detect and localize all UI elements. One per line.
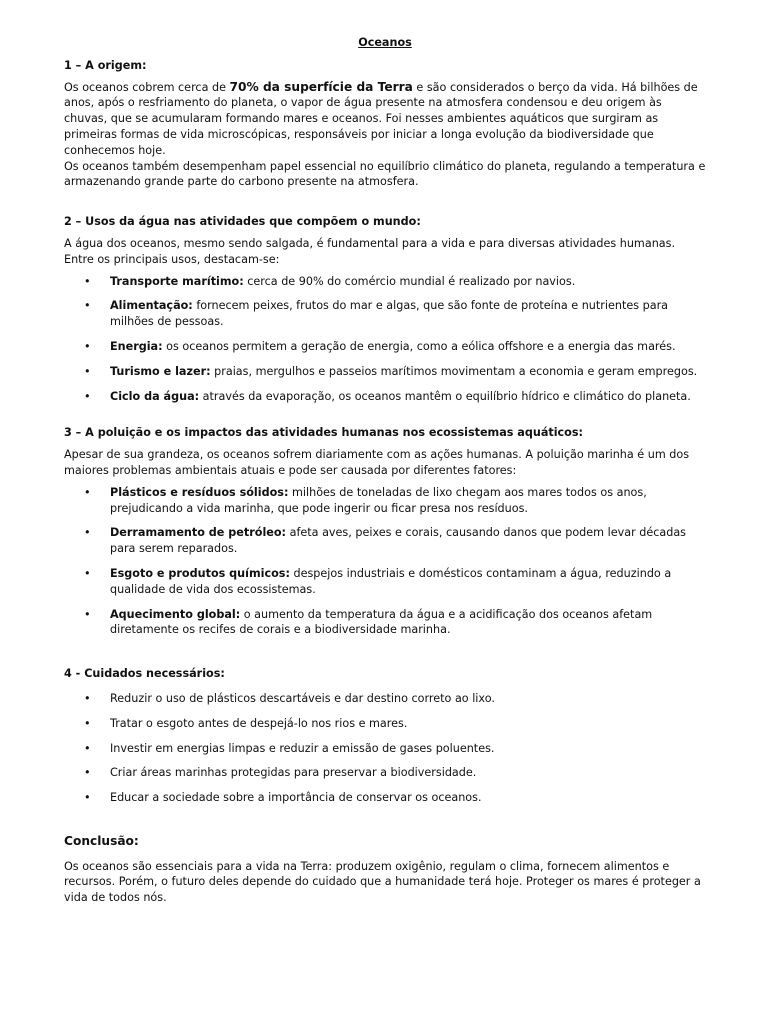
section-2-heading: 2 – Usos da água nas atividades que compõem o mundo:: [64, 215, 421, 229]
item-text: milhões de toneladas de lixo chegam aos mares todos os anos, prejudicando a vida marinha, que pode ingerir ou ficar presa nos resíduos.: [110, 485, 647, 515]
list-item: [64, 607, 706, 639]
section-1-paragraph-2: Os oceanos também desempenham papel essencial no equilíbrio climático do planeta, regulando a temperatura e armazenando grande parte do carbono presente na atmosfera.: [64, 159, 706, 189]
bullet-icon: •: [84, 566, 91, 580]
item-text: Educar a sociedade sobre a importância de conservar os oceanos.: [110, 791, 482, 805]
item-text: fornecem peixes, frutos do mar e algas, que são fonte de proteína e nutrientes para milhões de pessoas.: [110, 299, 669, 329]
list-item: [64, 364, 706, 380]
item-label: Energia:: [110, 339, 163, 353]
conclusion-heading: Conclusão:: [64, 833, 139, 848]
document-body: [64, 35, 706, 906]
section-1-paragraph: [64, 80, 706, 159]
item-label: Alimentação:: [110, 299, 193, 313]
list-item: [64, 741, 706, 757]
item-label: Ciclo da água:: [110, 389, 200, 403]
document-title: Oceanos: [358, 36, 412, 49]
item-label: Turismo e lazer:: [110, 364, 211, 378]
bullet-icon: •: [84, 526, 91, 540]
list-item: [64, 566, 706, 598]
bullet-icon: •: [84, 299, 91, 313]
item-label: Plásticos e resíduos sólidos:: [110, 485, 289, 499]
bullet-icon: •: [84, 364, 91, 378]
list-item: [64, 274, 706, 290]
item-label: Esgoto e produtos químicos:: [110, 566, 290, 580]
item-text: Tratar o esgoto antes de despejá-lo nos rios e mares.: [110, 716, 408, 730]
section-3-list: [64, 485, 706, 638]
item-text: cerca de 90% do comércio mundial é realizado por navios.: [243, 274, 576, 288]
list-item: [64, 339, 706, 355]
list-item: [64, 389, 706, 405]
list-item: [64, 525, 706, 557]
item-label: Transporte marítimo:: [110, 274, 244, 288]
item-text: Investir em energias limpas e reduzir a emissão de gases poluentes.: [110, 741, 495, 755]
s1-text-post: e são considerados o berço da vida. Há bilhões de anos, após o resfriamento do planeta, o vapor de água presente na atmosfera condensou e deu origem às chuvas, que se acumularam formando mares e oceanos. Foi nesses ambientes aquáticos que surgiram as primeiras formas de vida microscópicas, responsáveis por iniciar a longa evolução da biodiversidade que conhecemos hoje.: [64, 80, 698, 157]
section-2-intro: A água dos oceanos, mesmo sendo salgada, é fundamental para a vida e para diversas atividades humanas. Entre os principais usos, destacam-se:: [64, 236, 676, 266]
s1-text-bold: 70% da superfície da Terra: [229, 79, 413, 94]
bullet-icon: •: [84, 485, 91, 499]
item-text: praias, mergulhos e passeios marítimos movimentam a economia e geram empregos.: [210, 364, 698, 378]
item-label: Aquecimento global:: [110, 607, 241, 621]
bullet-icon: •: [84, 389, 91, 403]
item-text: o aumento da temperatura da água e a acidificação dos oceanos afetam diretamente os recifes de corais e a biodiversidade marinha.: [110, 607, 653, 637]
bullet-icon: •: [84, 741, 91, 755]
list-item: [64, 765, 706, 781]
bullet-icon: •: [84, 274, 91, 288]
section-1-heading: 1 – A origem:: [64, 58, 147, 72]
section-3-intro: Apesar de sua grandeza, os oceanos sofrem diariamente com as ações humanas. A poluição marinha é um dos maiores problemas ambientais atuais e pode ser causada por diferentes fatores:: [64, 448, 690, 477]
bullet-icon: •: [84, 691, 91, 705]
item-text: Reduzir o uso de plásticos descartáveis e dar destino correto ao lixo.: [110, 691, 495, 705]
bullet-icon: •: [84, 339, 91, 353]
item-text: despejos industriais e domésticos contaminam a água, reduzindo a qualidade de vida dos ecossistemas.: [110, 566, 672, 596]
item-text: afeta aves, peixes e corais, causando danos que podem levar décadas para serem reparados.: [110, 526, 687, 556]
item-label: Derramamento de petróleo:: [110, 526, 287, 540]
item-text: os oceanos permitem a geração de energia, como a eólica offshore e a energia das marés.: [162, 339, 676, 353]
s1-text-pre: Os oceanos cobrem cerca de: [64, 80, 230, 94]
conclusion-paragraph: Os oceanos são essenciais para a vida na Terra: produzem oxigênio, regulam o clima, fornecem alimentos e recursos. Porém, o futuro deles depende do cuidado que a humanidade terá hoje. Proteger os mares é proteger a vida de todos nós.: [64, 859, 701, 905]
bullet-icon: •: [84, 607, 91, 621]
bullet-icon: •: [84, 716, 91, 730]
list-item: [64, 485, 706, 517]
section-4-heading: 4 - Cuidados necessários:: [64, 667, 225, 681]
item-text: Criar áreas marinhas protegidas para preservar a biodiversidade.: [110, 766, 477, 780]
section-3-heading: 3 – A poluição e os impactos das atividades humanas nos ecossistemas aquáticos:: [64, 426, 584, 440]
bullet-icon: •: [84, 766, 91, 780]
list-item: [64, 790, 706, 806]
section-2-list: [64, 274, 706, 405]
list-item: [64, 716, 706, 732]
list-item: [64, 298, 706, 330]
section-4-list: [64, 691, 706, 806]
bullet-icon: •: [84, 791, 91, 805]
list-item: [64, 691, 706, 707]
item-text: através da evaporação, os oceanos mantêm o equilíbrio hídrico e climático do planeta.: [199, 389, 691, 403]
